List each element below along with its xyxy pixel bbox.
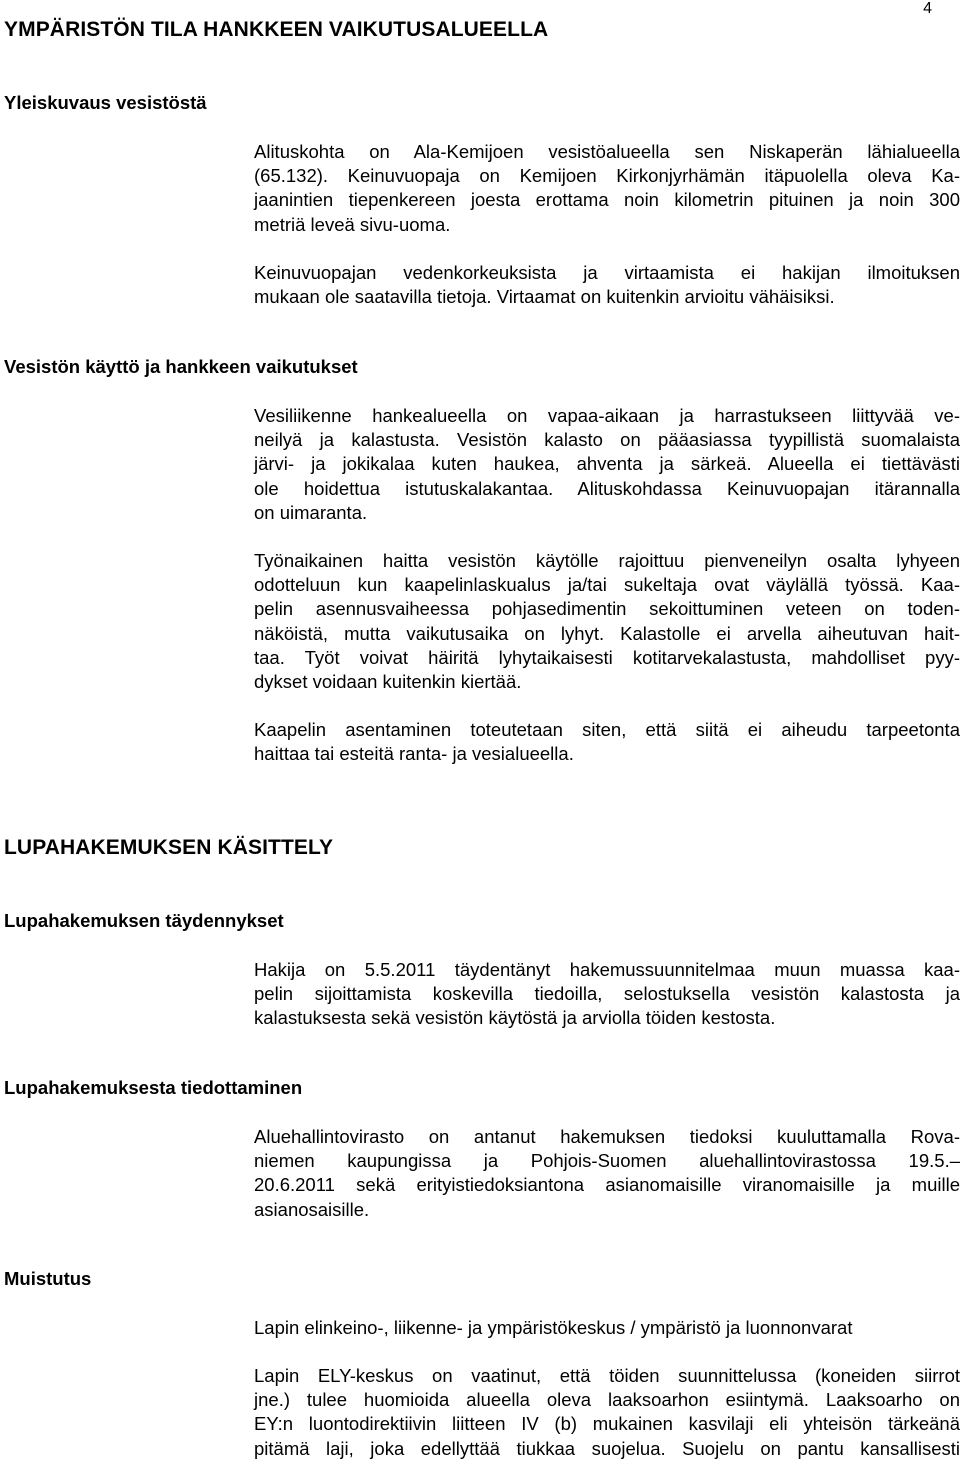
text-line: Työnaikainen haitta vesistön käytölle rajoittuu pienveneilyn osalta lyhyeen <box>254 550 960 571</box>
text-line: Vesiliikenne hankealueella on vapaa-aikaan ja harrastukseen liittyvää ve- <box>254 405 960 426</box>
text-line: asianosaisille. <box>254 1198 370 1220</box>
text-line: neilyä ja kalastusta. Vesistön kalasto on pääasiassa tyypillistä suomalaista <box>254 429 960 451</box>
notice-paragraph <box>254 1125 960 1222</box>
overview-paragraph-2 <box>254 261 960 309</box>
supplements-paragraph <box>254 958 960 1031</box>
text-line: jaanintien tiepenkereen joesta erottama noin kilometrin pituinen ja noin 300 <box>254 189 960 211</box>
reminder-paragraph-2 <box>254 1364 960 1461</box>
notice-heading: Lupahakemuksesta tiedottaminen <box>4 1077 303 1098</box>
text-line: on uimaranta. <box>254 501 368 523</box>
text-line: kalastuksesta sekä vesistön käytöstä ja arviolla töiden kestosta. <box>254 1007 776 1029</box>
text-line: Alituskohta on Ala-Kemijoen vesistöalueella sen Niskaperän lähialueella <box>254 141 960 162</box>
text-line: Keinuvuopajan vedenkorkeuksista ja virtaamista ei hakijan ilmoituksen <box>254 262 960 283</box>
text-line: dykset voidaan kuitenkin kiertää. <box>254 671 522 693</box>
overview-heading: Yleiskuvaus vesistöstä <box>4 92 207 113</box>
text-line: pitämä laji, joka edellyttää tiukkaa suojelua. Suojelu on pantu kansallisesti <box>254 1437 960 1459</box>
text-line: mukaan ole saatavilla tietoja. Virtaamat on kuitenkin arvioitu vähäisiksi. <box>254 286 835 308</box>
text-line: näköistä, mutta vaikutusaika on lyhyt. Kalastolle ei arvella aiheutuvan hait- <box>254 622 960 644</box>
text-line: (65.132). Keinuvuopaja on Kemijoen Kirkonjyrhämän itäpuolella oleva Ka- <box>254 165 960 187</box>
use-heading: Vesistön käyttö ja hankkeen vaikutukset <box>4 356 358 377</box>
processing-heading: LUPAHAKEMUKSEN KÄSITTELY <box>4 836 334 859</box>
text-line: haittaa tai esteitä ranta- ja vesialueella. <box>254 743 574 765</box>
use-paragraph-3 <box>254 718 960 766</box>
text-line: metriä leveä sivu-uoma. <box>254 213 451 235</box>
reminder-paragraph-1 <box>254 1316 960 1340</box>
page-number: 4 <box>923 0 932 17</box>
text-line: ole hoidettua istutuskalakantaa. Alituskohdassa Keinuvuopajan itärannalla <box>254 477 960 499</box>
use-paragraph-1 <box>254 404 960 525</box>
reminder-heading: Muistutus <box>4 1268 92 1289</box>
supplements-heading: Lupahakemuksen täydennykset <box>4 910 284 931</box>
text-line: odotteluun kun kaapelinlaskualus ja/tai sukeltaja ovat väylällä työssä. Kaa- <box>254 574 960 596</box>
text-line: jne.) tulee huomioida alueella oleva laaksoarhon esiintymä. Laaksoarho on <box>254 1389 960 1411</box>
text-line: Kaapelin asentaminen toteutetaan siten, että siitä ei aiheudu tarpeetonta <box>254 719 960 740</box>
text-line: pelin sijoittamista koskevilla tiedoilla, selostuksella vesistön kalastosta ja <box>254 983 960 1005</box>
text-line: 20.6.2011 sekä erityistiedoksiantona asianomaisille viranomaisille ja muille <box>254 1174 960 1196</box>
main-title: YMPÄRISTÖN TILA HANKKEEN VAIKUTUSALUEELLA <box>4 18 549 41</box>
text-line: taa. Työt voivat häiritä lyhytaikaisesti kotitarvekalastusta, mahdolliset pyy- <box>254 646 960 668</box>
text-line: pelin asennusvaiheessa pohjasedimentin sekoittuminen veteen on toden- <box>254 598 960 620</box>
overview-paragraph-1 <box>254 140 960 237</box>
text-line: Lapin ELY-keskus on vaatinut, että töiden suunnittelussa (koneiden siirrot <box>254 1365 960 1386</box>
text-line: EY:n luontodirektiivin liitteen IV (b) mukainen kasvilaji eli yhteisön tärkeänä <box>254 1413 960 1435</box>
text-line: Hakija on 5.5.2011 täydentänyt hakemussuunnitelmaa muun muassa kaa- <box>254 959 960 980</box>
text-line: järvi- ja jokikalaa kuten haukea, ahventa ja särkeä. Alueella ei tiettävästi <box>254 453 960 475</box>
use-paragraph-2 <box>254 549 960 694</box>
text-line: Aluehallintovirasto on antanut hakemuksen tiedoksi kuuluttamalla Rova- <box>254 1126 960 1147</box>
text-line: niemen kaupungissa ja Pohjois-Suomen aluehallintovirastossa 19.5.– <box>254 1150 960 1172</box>
text-line: Lapin elinkeino-, liikenne- ja ympäristökeskus / ympäristö ja luonnonvarat <box>254 1317 853 1338</box>
